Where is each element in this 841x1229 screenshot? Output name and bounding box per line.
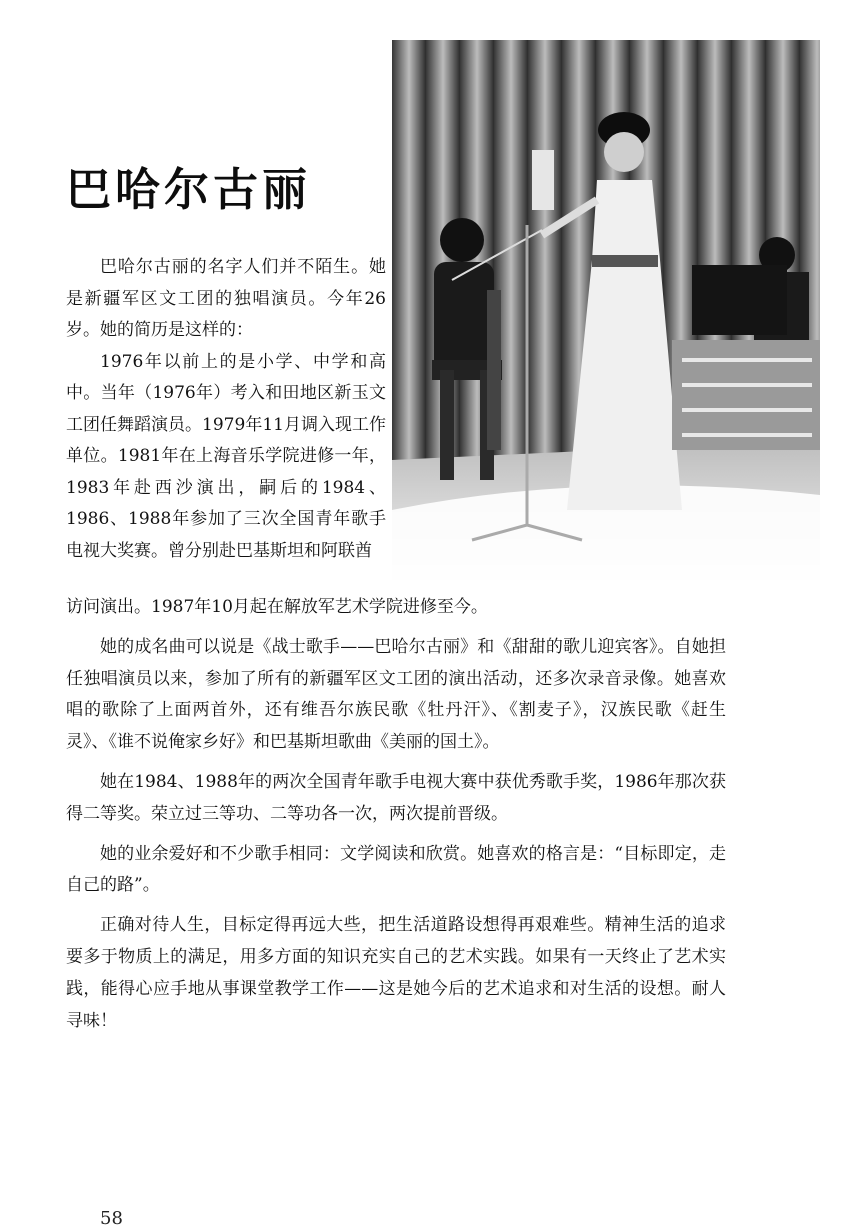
paragraph: 巴哈尔古丽的名字人们并不陌生。她是新疆军区文工团的独唱演员。今年26岁。她的简历是这样的： [66, 257, 386, 340]
paragraph: 她在1984、1988年的两次全国青年歌手电视大赛中获优秀歌手奖，1986年那次获得二等奖。荣立过三等功、二等功各一次，两次提前晋级。 [66, 771, 726, 824]
intro-column [66, 252, 386, 567]
paragraph: 她的成名曲可以说是《战士歌手——巴哈尔古丽》和《甜甜的歌儿迎宾客》。自她担任独唱演员以来，参加了所有的新疆军区文工团的演出活动，还多次录音录像。她喜欢唱的歌除了上面两首外，还有维吾尔族民歌《牡丹汗》、《割麦子》，汉族民歌《赶生灵》、《谁不说俺家乡好》和巴基斯坦歌曲《美丽的国土》。 [66, 636, 726, 753]
article-title: 巴哈尔古丽 [66, 163, 312, 216]
body-text [66, 592, 726, 1037]
photo-performance-icon [392, 40, 820, 580]
paragraph: 正确对待人生，目标定得再远大些，把生活道路设想得再艰难些。精神生活的追求要多于物质上的满足，用多方面的知识充实自己的艺术实践。如果有一天终止了艺术实践，能得心应手地从事课堂教学工作——这是她今后的艺术追求和对生活的设想。耐人寻味！ [66, 915, 726, 1031]
paragraph: 她的业余爱好和不少歌手相同：文学阅读和欣赏。她喜欢的格言是：“目标即定，走自己的路”。 [66, 843, 726, 896]
paragraph-continuation: 访问演出。1987年10月起在解放军艺术学院进修至今。 [66, 597, 488, 617]
paragraph: 1976年以前上的是小学、中学和高中。当年（1976年）考入和田地区新玉文工团任舞蹈演员。1979年11月调入现工作单位。1981年在上海音乐学院进修一年，1983年赴西沙演出，嗣后的1984、1986、1988年参加了三次全国青年歌手电视大奖赛。曾分别赴巴基斯坦和阿联酋 [66, 351, 386, 561]
page-number: 58 [100, 1208, 123, 1229]
performance-photo [392, 40, 820, 580]
